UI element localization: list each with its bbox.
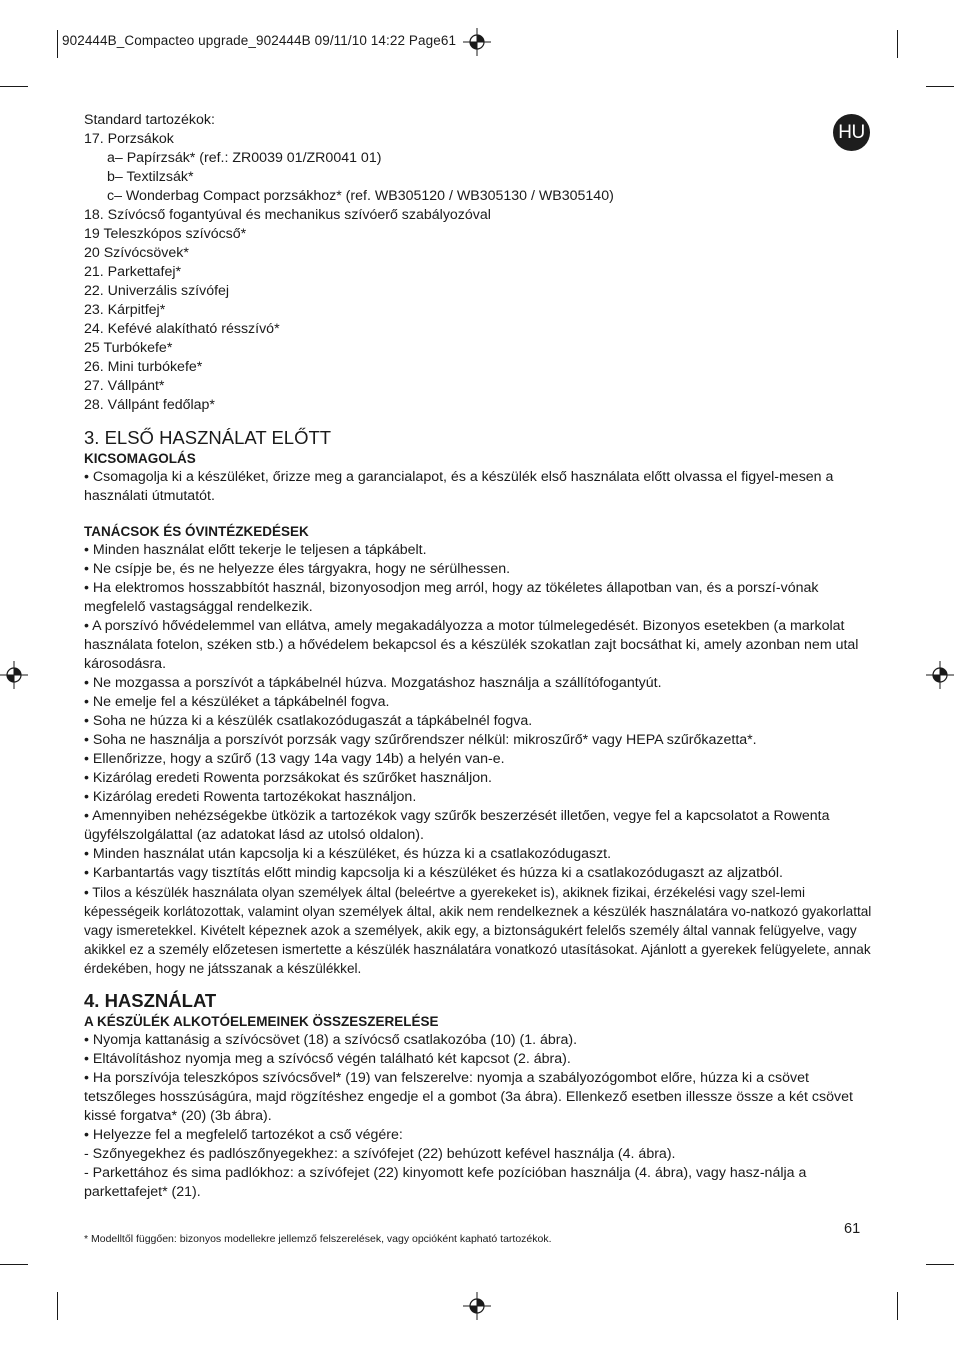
list-item: 19 Teleszkópos szívócső* xyxy=(84,226,247,242)
list-item: 27. Vállpánt* xyxy=(84,378,165,394)
safety-item: • Ha elektromos hosszabbítót használ, bizonyosodjon meg arról, hogy az tökéletes állapotban van, és a porszí-vónak megfelelő vastagsággal rendelkezik. xyxy=(84,580,819,615)
children-warning: • Tilos a készülék használata olyan személyek által (beleértve a gyerekeket is), akiknek fizikai, érzékelési vagy szel-lemi képességeik korlátozottak, valamint olyan személyek által, akik nem rendelkeznek a készülék használatára vo-natkozó gyakorlattal vagy ismeretekkel. Kivételt képeznek azok a személyek, akik egy, a biztonságukért felelős személy által vannak felügyelve, vagy akikkel ez a személy előzetesen ismertette a készülék használatára vonatkozó utasításokat. Ajánlott a gyerekek felügyelete, annak érdekében, hogy ne játsszanak a készülékkel. xyxy=(84,885,872,976)
list-item: 23. Kárpitfej* xyxy=(84,302,166,318)
registration-mark-icon xyxy=(463,28,491,56)
list-item: c– Wonderbag Compact porzsákhoz* (ref. WB305120 / WB305130 / WB305140) xyxy=(107,188,614,204)
accessories-heading: Standard tartozékok: xyxy=(84,112,215,128)
registration-mark-icon xyxy=(0,661,28,689)
assembly-subtitle: A KÉSZÜLÉK ALKOTÓELEMEINEK ÖSSZESZERELÉSE xyxy=(84,1014,439,1029)
assembly-item: - Parkettához és sima padlókhoz: a szívófejet (22) kinyomott kefe pozícióban használja (4. ábra), vagy hasz-nálja a parkettafejet* (21). xyxy=(84,1165,807,1200)
list-item: 20 Szívócsövek* xyxy=(84,245,189,261)
safety-subtitle: TANÁCSOK ÉS ÓVINTÉZKEDÉSEK xyxy=(84,524,309,539)
list-item: 21. Parkettafej* xyxy=(84,264,182,280)
assembly-item: • Nyomja kattanásig a szívócsövet (18) a szívócső csatlakozóba (10) (1. ábra). xyxy=(84,1032,578,1048)
safety-item: • Kizárólag eredeti Rowenta tartozékokat használjon. xyxy=(84,789,417,805)
assembly-item: • Eltávolításhoz nyomja meg a szívócső végén található két kapcsot (2. ábra). xyxy=(84,1051,571,1067)
safety-item: • Soha ne használja a porszívót porzsák vagy szűrőrendszer nélkül: mikroszűrő* vagy HEPA szűrőkazetta*. xyxy=(84,732,757,748)
unpacking-text: • Csomagolja ki a készüléket, őrizze meg a garancialapot, és a készülék első használata előtt olvassa el figyel-mesen a használati útmutatót. xyxy=(84,469,834,504)
footnote: * Modelltől függően: bizonyos modellekre jellemző felszerelések, vagy opcióként kapható tartozékok. xyxy=(84,1233,552,1245)
list-item: 18. Szívócső fogantyúval és mechanikus szívóerő szabályozóval xyxy=(84,207,491,223)
registration-mark-icon xyxy=(463,1292,491,1320)
page-number: 61 xyxy=(844,1221,861,1237)
crop-mark xyxy=(897,30,898,58)
safety-item: • Ne emelje fel a készüléket a tápkábelnél fogva. xyxy=(84,694,390,710)
list-item: b– Textilzsák* xyxy=(107,169,194,185)
page-content xyxy=(84,111,874,1202)
safety-item: • Soha ne húzza ki a készülék csatlakozódugaszát a tápkábelnél fogva. xyxy=(84,713,533,729)
list-item: 24. Kefévé alakítható résszívó* xyxy=(84,321,280,337)
crop-mark xyxy=(926,1264,954,1265)
crop-mark xyxy=(0,86,28,87)
list-item: 22. Univerzális szívófej xyxy=(84,283,230,299)
section-3-title: 3. ELSŐ HASZNÁLAT ELŐTT xyxy=(84,427,332,448)
list-item: 26. Mini turbókefe* xyxy=(84,359,203,375)
safety-item: • Ellenőrizze, hogy a szűrő (13 vagy 14a vagy 14b) a helyén van-e. xyxy=(84,751,505,767)
crop-mark xyxy=(0,1264,28,1265)
safety-item: • Minden használat előtt tekerje le teljesen a tápkábelt. xyxy=(84,542,427,558)
safety-item: • Ne csípje be, és ne helyezze éles tárgyakra, hogy ne sérülhessen. xyxy=(84,561,511,577)
safety-item: • Ne mozgassa a porszívót a tápkábelnél húzva. Mozgatáshoz használja a szállítófogantyút. xyxy=(84,675,662,691)
safety-item: • Minden használat után kapcsolja ki a készüléket, és húzza ki a csatlakozódugaszt. xyxy=(84,846,612,862)
assembly-item: - Szőnyegekhez és padlószőnyegekhez: a szívófejet (22) behúzott kefével használja (4. ábra). xyxy=(84,1146,676,1162)
list-item: 25 Turbókefe* xyxy=(84,340,173,356)
language-badge: HU xyxy=(833,114,870,151)
crop-mark xyxy=(57,1292,58,1320)
list-item: a– Papírzsák* (ref.: ZR0039 01/ZR0041 01) xyxy=(107,150,382,166)
assembly-item: • Ha porszívója teleszkópos szívócsővel* (19) van felszerelve: nyomja a szabályozógombot előre, húzza ki a csövet tetszőleges hosszúságúra, majd rögzítéshez engedje el a gombot (3a ábra). Ellenkező esetben illessze össze a két csövet kissé forgatva* (20) (3b ábra). xyxy=(84,1070,853,1124)
safety-item: • Kizárólag eredeti Rowenta porzsákokat és szűrőket használjon. xyxy=(84,770,492,786)
list-item: 28. Vállpánt fedőlap* xyxy=(84,397,215,413)
crop-mark xyxy=(57,30,58,58)
safety-item: • Karbantartás vagy tisztítás előtt mindig kapcsolja ki a készüléket és húzza ki a csatlakozódugaszt az aljzatból. xyxy=(84,865,783,881)
safety-item: • Amennyiben nehézségekbe ütközik a tartozékok vagy szűrők beszerzését illetően, vegye fel a kapcsolatot a Rowenta ügyfélszolgálattal (az adatokat lásd az utolsó oldalon). xyxy=(84,808,830,843)
registration-mark-icon xyxy=(926,661,954,689)
safety-item: • A porszívó hővédelemmel van ellátva, amely megakadályozza a motor túlmelegedését. Bizonyos esetekben (a markolat használata fotelon, széken stb.) a hővédelem bekapcsol és a készülék szokatlan zajt bocsáthat ki, amely azonban nem utal károsodásra. xyxy=(84,618,859,672)
print-slug: 902444B_Compacteo upgrade_902444B 09/11/10 14:22 Page61 xyxy=(62,33,457,48)
section-4-title: 4. HASZNÁLAT xyxy=(84,990,217,1011)
assembly-item: • Helyezze fel a megfelelő tartozékot a cső végére: xyxy=(84,1127,403,1143)
unpacking-subtitle: KICSOMAGOLÁS xyxy=(84,451,196,466)
list-item: 17. Porzsákok xyxy=(84,131,174,147)
crop-mark xyxy=(926,86,954,87)
crop-mark xyxy=(897,1292,898,1320)
